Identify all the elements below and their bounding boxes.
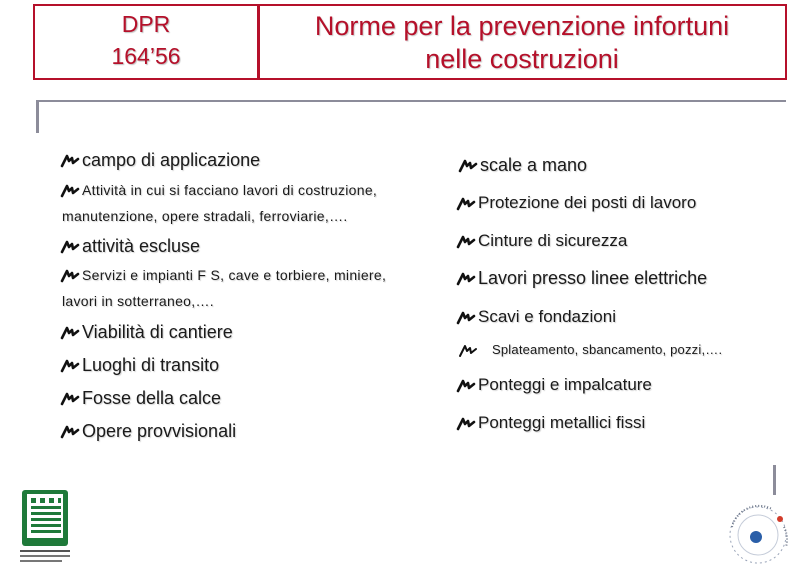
scavi-subitem: Splateamento, sbancamento, pozzi,…. [458, 342, 722, 359]
list-item: Ponteggi metallici fissi [456, 413, 645, 433]
title-line-1: Norme per la prevenzione infortuni [314, 11, 730, 41]
list-item: Cinture di sicurezza [456, 231, 627, 251]
document-code [35, 8, 257, 72]
escluse-description-cont: lavori in sotterraneo,…. [62, 293, 214, 309]
bullet-icon [456, 378, 476, 394]
title-line-2: nelle costruzioni [425, 44, 619, 74]
bullet-icon [456, 271, 476, 287]
top-rule-tick [36, 100, 39, 133]
campo-heading: campo di applicazione [60, 150, 260, 171]
list-item: Scavi e fondazioni [456, 307, 616, 327]
bullet-icon [458, 343, 478, 359]
bullet-icon [60, 325, 80, 341]
circular-seal-logo [722, 497, 802, 567]
bullet-icon [60, 183, 80, 199]
list-item: Ponteggi e impalcature [456, 375, 652, 395]
bullet-icon [456, 234, 476, 250]
bullet-icon [60, 239, 80, 255]
bullet-icon [456, 310, 476, 326]
code-line-1: DPR [121, 11, 171, 37]
campo-description: Attività in cui si facciano lavori di costruzione, [60, 182, 377, 199]
bullet-icon [60, 268, 80, 284]
bullet-icon [456, 196, 476, 212]
bullet-icon [60, 153, 80, 169]
list-item: Protezione dei posti di lavoro [456, 193, 696, 213]
bullet-icon [60, 391, 80, 407]
scale-heading: scale a mano [458, 155, 587, 176]
code-line-2: 164’56 [111, 43, 181, 69]
list-item: Viabilità di cantiere [60, 322, 233, 343]
list-item: Fosse della calce [60, 388, 221, 409]
bullet-icon [60, 424, 80, 440]
university-tower-logo [18, 488, 73, 568]
bottom-rule-tick [773, 465, 776, 495]
bullet-icon [456, 416, 476, 432]
bullet-icon [458, 158, 478, 174]
campo-description-cont: manutenzione, opere stradali, ferroviarie,…. [62, 208, 348, 224]
top-rule [36, 100, 786, 102]
page-title [262, 10, 782, 76]
list-item: Lavori presso linee elettriche [456, 268, 707, 289]
list-item: Opere provvisionali [60, 421, 236, 442]
escluse-heading: attività escluse [60, 236, 200, 257]
escluse-description: Servizi e impianti F S, cave e torbiere, miniere, [60, 267, 386, 284]
list-item: Luoghi di transito [60, 355, 219, 376]
bullet-icon [60, 358, 80, 374]
